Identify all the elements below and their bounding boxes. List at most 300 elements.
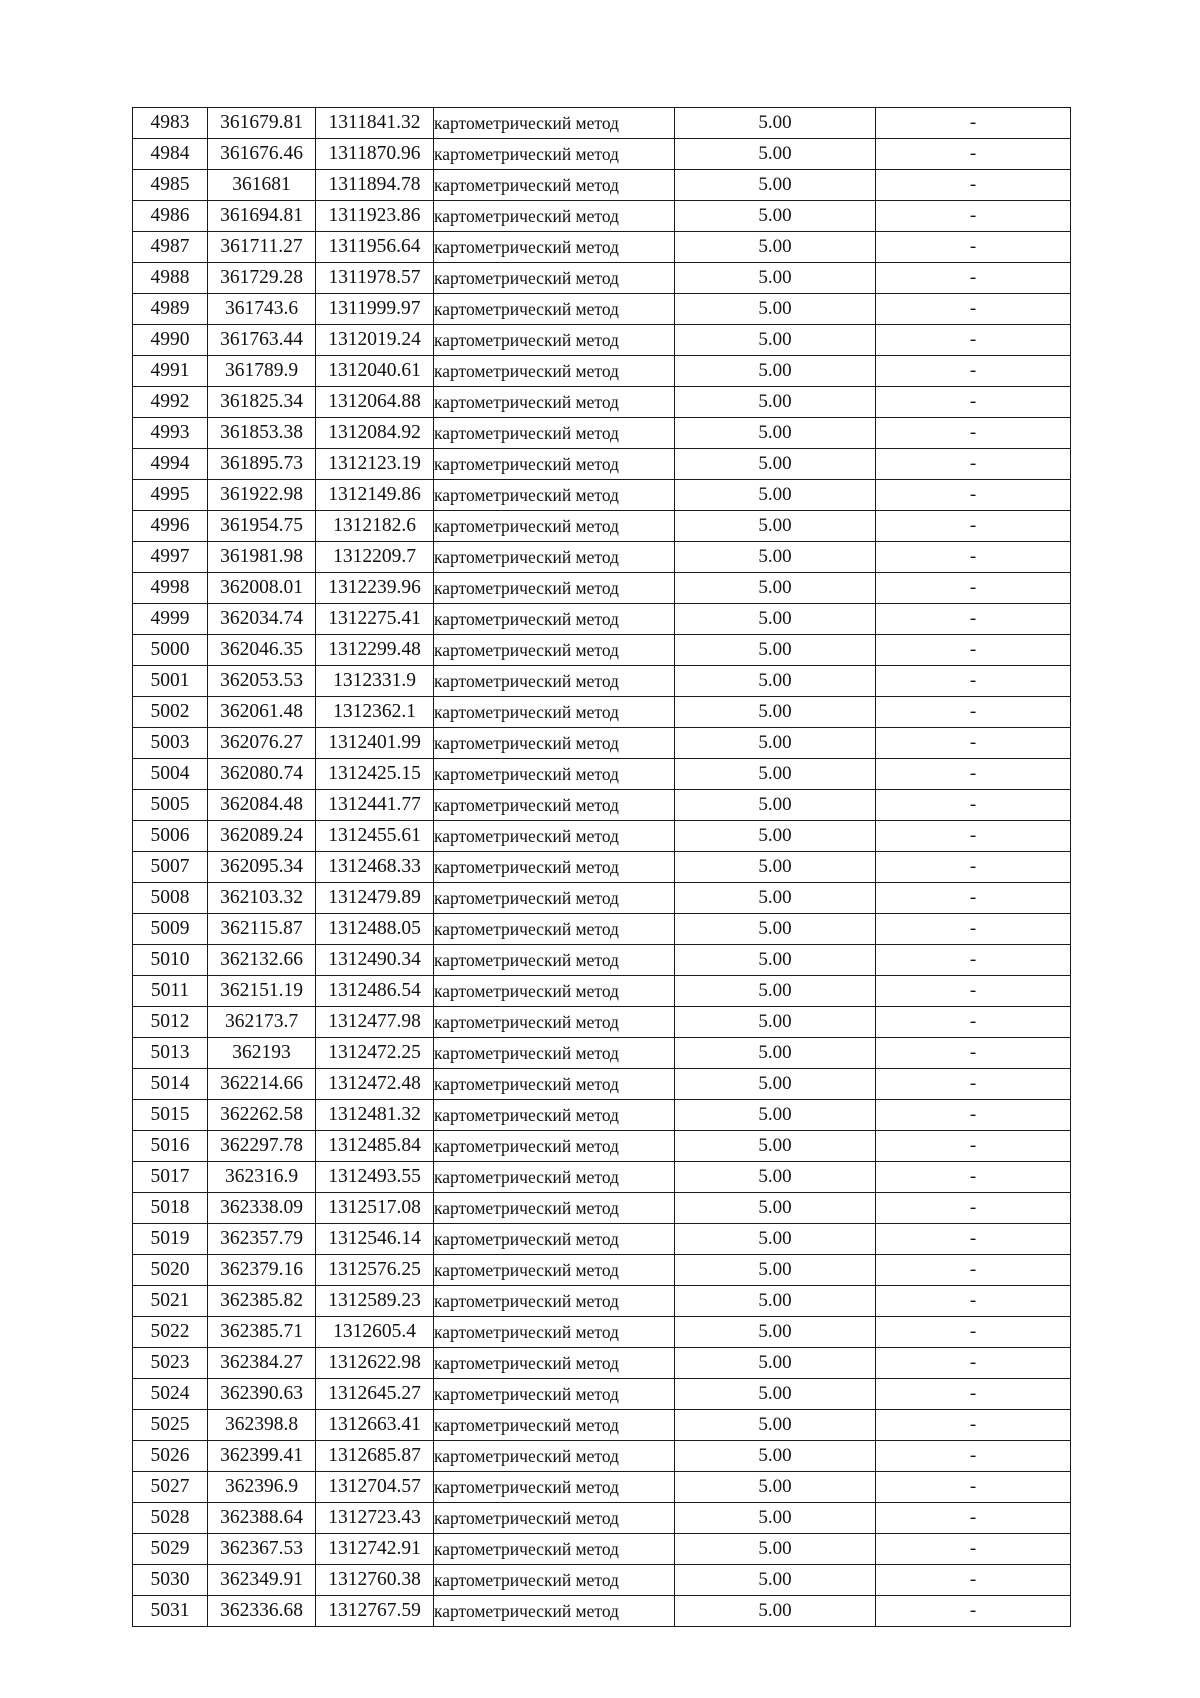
coordinate-y-cell: 1312479.89 [316, 883, 434, 914]
point-number-cell: 4996 [133, 511, 208, 542]
method-cell: картометрический метод [434, 914, 675, 945]
point-number-cell: 5010 [133, 945, 208, 976]
point-number-cell: 4992 [133, 387, 208, 418]
description-cell: - [876, 449, 1071, 480]
table-row [133, 821, 1071, 852]
accuracy-cell: 5.00 [675, 1410, 876, 1441]
point-number-cell: 5030 [133, 1565, 208, 1596]
table-row [133, 1038, 1071, 1069]
coordinate-x-cell: 362076.27 [208, 728, 316, 759]
method-cell: картометрический метод [434, 418, 675, 449]
description-cell: - [876, 821, 1071, 852]
accuracy-cell: 5.00 [675, 511, 876, 542]
method-cell: картометрический метод [434, 976, 675, 1007]
point-number-cell: 5015 [133, 1100, 208, 1131]
coordinate-x-cell: 361681 [208, 170, 316, 201]
coordinate-y-cell: 1312663.41 [316, 1410, 434, 1441]
coordinate-x-cell: 362398.8 [208, 1410, 316, 1441]
description-cell: - [876, 1038, 1071, 1069]
coordinate-x-cell: 361676.46 [208, 139, 316, 170]
coordinate-y-cell: 1312486.54 [316, 976, 434, 1007]
point-number-cell: 4984 [133, 139, 208, 170]
description-cell: - [876, 1286, 1071, 1317]
coordinate-x-cell: 362132.66 [208, 945, 316, 976]
description-cell: - [876, 542, 1071, 573]
accuracy-cell: 5.00 [675, 852, 876, 883]
method-cell: картометрический метод [434, 1379, 675, 1410]
description-cell: - [876, 976, 1071, 1007]
table-row [133, 1100, 1071, 1131]
coordinate-y-cell: 1312209.7 [316, 542, 434, 573]
description-cell: - [876, 573, 1071, 604]
method-cell: картометрический метод [434, 294, 675, 325]
coordinate-x-cell: 361711.27 [208, 232, 316, 263]
coordinate-y-cell: 1312040.61 [316, 356, 434, 387]
point-number-cell: 5025 [133, 1410, 208, 1441]
coordinate-y-cell: 1312493.55 [316, 1162, 434, 1193]
accuracy-cell: 5.00 [675, 1131, 876, 1162]
description-cell: - [876, 1565, 1071, 1596]
point-number-cell: 5007 [133, 852, 208, 883]
accuracy-cell: 5.00 [675, 449, 876, 480]
description-cell: - [876, 1503, 1071, 1534]
coordinate-x-cell: 362338.09 [208, 1193, 316, 1224]
coordinate-y-cell: 1312468.33 [316, 852, 434, 883]
coordinate-x-cell: 362193 [208, 1038, 316, 1069]
coordinate-x-cell: 362173.7 [208, 1007, 316, 1038]
coordinate-x-cell: 361679.81 [208, 108, 316, 139]
accuracy-cell: 5.00 [675, 821, 876, 852]
table-row [133, 263, 1071, 294]
coordinate-y-cell: 1312767.59 [316, 1596, 434, 1627]
method-cell: картометрический метод [434, 697, 675, 728]
accuracy-cell: 5.00 [675, 108, 876, 139]
coordinate-y-cell: 1311841.32 [316, 108, 434, 139]
method-cell: картометрический метод [434, 883, 675, 914]
description-cell: - [876, 1472, 1071, 1503]
coordinate-x-cell: 362385.82 [208, 1286, 316, 1317]
coordinate-x-cell: 361895.73 [208, 449, 316, 480]
coordinate-x-cell: 362390.63 [208, 1379, 316, 1410]
accuracy-cell: 5.00 [675, 1069, 876, 1100]
table-row [133, 139, 1071, 170]
description-cell: - [876, 1596, 1071, 1627]
table-row [133, 1379, 1071, 1410]
accuracy-cell: 5.00 [675, 1162, 876, 1193]
coordinate-x-cell: 361763.44 [208, 325, 316, 356]
coordinate-x-cell: 362262.58 [208, 1100, 316, 1131]
coordinate-x-cell: 362046.35 [208, 635, 316, 666]
method-cell: картометрический метод [434, 945, 675, 976]
description-cell: - [876, 1007, 1071, 1038]
accuracy-cell: 5.00 [675, 232, 876, 263]
accuracy-cell: 5.00 [675, 418, 876, 449]
coordinate-y-cell: 1311956.64 [316, 232, 434, 263]
method-cell: картометрический метод [434, 1441, 675, 1472]
accuracy-cell: 5.00 [675, 1596, 876, 1627]
point-number-cell: 4997 [133, 542, 208, 573]
point-number-cell: 5017 [133, 1162, 208, 1193]
table-row [133, 635, 1071, 666]
table-row [133, 1131, 1071, 1162]
description-cell: - [876, 1255, 1071, 1286]
coordinate-y-cell: 1312123.19 [316, 449, 434, 480]
accuracy-cell: 5.00 [675, 759, 876, 790]
coordinate-y-cell: 1312485.84 [316, 1131, 434, 1162]
method-cell: картометрический метод [434, 1472, 675, 1503]
table-row [133, 883, 1071, 914]
coordinate-x-cell: 362103.32 [208, 883, 316, 914]
accuracy-cell: 5.00 [675, 697, 876, 728]
point-number-cell: 5004 [133, 759, 208, 790]
coordinate-x-cell: 362053.53 [208, 666, 316, 697]
coordinate-x-cell: 362357.79 [208, 1224, 316, 1255]
table-row [133, 604, 1071, 635]
description-cell: - [876, 1131, 1071, 1162]
accuracy-cell: 5.00 [675, 1224, 876, 1255]
method-cell: картометрический метод [434, 480, 675, 511]
point-number-cell: 4988 [133, 263, 208, 294]
table-row [133, 418, 1071, 449]
accuracy-cell: 5.00 [675, 976, 876, 1007]
description-cell: - [876, 511, 1071, 542]
point-number-cell: 5012 [133, 1007, 208, 1038]
method-cell: картометрический метод [434, 201, 675, 232]
table-row [133, 232, 1071, 263]
accuracy-cell: 5.00 [675, 1193, 876, 1224]
table-row [133, 728, 1071, 759]
table-row [133, 542, 1071, 573]
coordinate-y-cell: 1312455.61 [316, 821, 434, 852]
description-cell: - [876, 294, 1071, 325]
table-row [133, 201, 1071, 232]
accuracy-cell: 5.00 [675, 387, 876, 418]
point-number-cell: 5031 [133, 1596, 208, 1627]
point-number-cell: 5013 [133, 1038, 208, 1069]
coordinate-x-cell: 362316.9 [208, 1162, 316, 1193]
accuracy-cell: 5.00 [675, 325, 876, 356]
table-row [133, 1162, 1071, 1193]
coordinate-y-cell: 1311894.78 [316, 170, 434, 201]
method-cell: картометрический метод [434, 1317, 675, 1348]
coordinate-y-cell: 1311870.96 [316, 139, 434, 170]
coordinate-x-cell: 362214.66 [208, 1069, 316, 1100]
point-number-cell: 5019 [133, 1224, 208, 1255]
description-cell: - [876, 418, 1071, 449]
coordinate-x-cell: 362095.34 [208, 852, 316, 883]
description-cell: - [876, 759, 1071, 790]
method-cell: картометрический метод [434, 511, 675, 542]
method-cell: картометрический метод [434, 666, 675, 697]
description-cell: - [876, 387, 1071, 418]
method-cell: картометрический метод [434, 170, 675, 201]
coordinate-y-cell: 1312477.98 [316, 1007, 434, 1038]
description-cell: - [876, 139, 1071, 170]
coordinate-y-cell: 1312704.57 [316, 1472, 434, 1503]
description-cell: - [876, 666, 1071, 697]
coordinate-y-cell: 1312425.15 [316, 759, 434, 790]
accuracy-cell: 5.00 [675, 790, 876, 821]
point-number-cell: 4999 [133, 604, 208, 635]
coordinate-y-cell: 1311923.86 [316, 201, 434, 232]
method-cell: картометрический метод [434, 1162, 675, 1193]
accuracy-cell: 5.00 [675, 1503, 876, 1534]
description-cell: - [876, 1348, 1071, 1379]
method-cell: картометрический метод [434, 108, 675, 139]
method-cell: картометрический метод [434, 1038, 675, 1069]
coordinate-y-cell: 1312605.4 [316, 1317, 434, 1348]
coordinate-x-cell: 362008.01 [208, 573, 316, 604]
method-cell: картометрический метод [434, 1224, 675, 1255]
table-row [133, 1348, 1071, 1379]
table-row [133, 1193, 1071, 1224]
method-cell: картометрический метод [434, 604, 675, 635]
point-number-cell: 5023 [133, 1348, 208, 1379]
accuracy-cell: 5.00 [675, 1441, 876, 1472]
coordinate-y-cell: 1312362.1 [316, 697, 434, 728]
coordinate-x-cell: 362080.74 [208, 759, 316, 790]
table-row [133, 480, 1071, 511]
point-number-cell: 5022 [133, 1317, 208, 1348]
description-cell: - [876, 790, 1071, 821]
point-number-cell: 4993 [133, 418, 208, 449]
accuracy-cell: 5.00 [675, 1007, 876, 1038]
method-cell: картометрический метод [434, 821, 675, 852]
coordinate-y-cell: 1312760.38 [316, 1565, 434, 1596]
coordinate-y-cell: 1312517.08 [316, 1193, 434, 1224]
table-row [133, 325, 1071, 356]
coordinate-y-cell: 1312472.25 [316, 1038, 434, 1069]
accuracy-cell: 5.00 [675, 883, 876, 914]
table-row [133, 790, 1071, 821]
coordinate-x-cell: 361789.9 [208, 356, 316, 387]
coordinate-x-cell: 362399.41 [208, 1441, 316, 1472]
coordinate-x-cell: 361922.98 [208, 480, 316, 511]
coordinate-y-cell: 1312299.48 [316, 635, 434, 666]
table-row [133, 697, 1071, 728]
point-number-cell: 5026 [133, 1441, 208, 1472]
coordinate-x-cell: 362151.19 [208, 976, 316, 1007]
coordinate-y-cell: 1312275.41 [316, 604, 434, 635]
coordinate-y-cell: 1312239.96 [316, 573, 434, 604]
accuracy-cell: 5.00 [675, 1038, 876, 1069]
table-row [133, 108, 1071, 139]
point-number-cell: 4991 [133, 356, 208, 387]
table-row [133, 356, 1071, 387]
coordinate-y-cell: 1312622.98 [316, 1348, 434, 1379]
description-cell: - [876, 232, 1071, 263]
coordinate-y-cell: 1312441.77 [316, 790, 434, 821]
coordinate-x-cell: 362388.64 [208, 1503, 316, 1534]
accuracy-cell: 5.00 [675, 1472, 876, 1503]
table-row [133, 759, 1071, 790]
table-row [133, 1503, 1071, 1534]
method-cell: картометрический метод [434, 542, 675, 573]
table-row [133, 387, 1071, 418]
method-cell: картометрический метод [434, 1534, 675, 1565]
description-cell: - [876, 1069, 1071, 1100]
coordinate-y-cell: 1312742.91 [316, 1534, 434, 1565]
coordinate-y-cell: 1312182.6 [316, 511, 434, 542]
point-number-cell: 5009 [133, 914, 208, 945]
accuracy-cell: 5.00 [675, 604, 876, 635]
coordinate-x-cell: 361853.38 [208, 418, 316, 449]
table-row [133, 1565, 1071, 1596]
point-number-cell: 4985 [133, 170, 208, 201]
coordinate-y-cell: 1312576.25 [316, 1255, 434, 1286]
point-number-cell: 5006 [133, 821, 208, 852]
accuracy-cell: 5.00 [675, 573, 876, 604]
table-row [133, 294, 1071, 325]
accuracy-cell: 5.00 [675, 139, 876, 170]
table-row [133, 1286, 1071, 1317]
method-cell: картометрический метод [434, 356, 675, 387]
point-number-cell: 5005 [133, 790, 208, 821]
coordinate-x-cell: 362384.27 [208, 1348, 316, 1379]
coordinate-y-cell: 1312546.14 [316, 1224, 434, 1255]
point-number-cell: 5029 [133, 1534, 208, 1565]
coordinate-x-cell: 362385.71 [208, 1317, 316, 1348]
description-cell: - [876, 356, 1071, 387]
table-row [133, 945, 1071, 976]
description-cell: - [876, 914, 1071, 945]
accuracy-cell: 5.00 [675, 914, 876, 945]
coordinate-y-cell: 1312149.86 [316, 480, 434, 511]
point-number-cell: 5002 [133, 697, 208, 728]
table-row [133, 170, 1071, 201]
coordinate-x-cell: 361981.98 [208, 542, 316, 573]
description-cell: - [876, 325, 1071, 356]
method-cell: картометрический метод [434, 1007, 675, 1038]
table-row [133, 914, 1071, 945]
description-cell: - [876, 480, 1071, 511]
coordinate-y-cell: 1312472.48 [316, 1069, 434, 1100]
description-cell: - [876, 201, 1071, 232]
coordinate-y-cell: 1311978.57 [316, 263, 434, 294]
accuracy-cell: 5.00 [675, 294, 876, 325]
point-number-cell: 5001 [133, 666, 208, 697]
point-number-cell: 5016 [133, 1131, 208, 1162]
description-cell: - [876, 1100, 1071, 1131]
coordinate-y-cell: 1312488.05 [316, 914, 434, 945]
point-number-cell: 4990 [133, 325, 208, 356]
method-cell: картометрический метод [434, 790, 675, 821]
description-cell: - [876, 852, 1071, 883]
point-number-cell: 4998 [133, 573, 208, 604]
description-cell: - [876, 1224, 1071, 1255]
coordinate-y-cell: 1312481.32 [316, 1100, 434, 1131]
accuracy-cell: 5.00 [675, 635, 876, 666]
coordinate-x-cell: 362379.16 [208, 1255, 316, 1286]
table-row [133, 511, 1071, 542]
coordinate-y-cell: 1312401.99 [316, 728, 434, 759]
coordinate-y-cell: 1311999.97 [316, 294, 434, 325]
method-cell: картометрический метод [434, 1131, 675, 1162]
point-number-cell: 5011 [133, 976, 208, 1007]
point-number-cell: 4994 [133, 449, 208, 480]
method-cell: картометрический метод [434, 325, 675, 356]
description-cell: - [876, 728, 1071, 759]
description-cell: - [876, 1534, 1071, 1565]
point-number-cell: 4983 [133, 108, 208, 139]
point-number-cell: 5008 [133, 883, 208, 914]
table-row [133, 1007, 1071, 1038]
method-cell: картометрический метод [434, 728, 675, 759]
coordinate-x-cell: 361694.81 [208, 201, 316, 232]
coordinate-x-cell: 362089.24 [208, 821, 316, 852]
method-cell: картометрический метод [434, 852, 675, 883]
description-cell: - [876, 604, 1071, 635]
accuracy-cell: 5.00 [675, 1565, 876, 1596]
coordinate-y-cell: 1312723.43 [316, 1503, 434, 1534]
coordinate-x-cell: 361743.6 [208, 294, 316, 325]
method-cell: картометрический метод [434, 449, 675, 480]
accuracy-cell: 5.00 [675, 201, 876, 232]
description-cell: - [876, 1379, 1071, 1410]
table-row [133, 852, 1071, 883]
point-number-cell: 5028 [133, 1503, 208, 1534]
method-cell: картометрический метод [434, 1503, 675, 1534]
method-cell: картометрический метод [434, 263, 675, 294]
accuracy-cell: 5.00 [675, 728, 876, 759]
accuracy-cell: 5.00 [675, 1379, 876, 1410]
description-cell: - [876, 1410, 1071, 1441]
method-cell: картометрический метод [434, 1255, 675, 1286]
accuracy-cell: 5.00 [675, 263, 876, 294]
table-row [133, 1596, 1071, 1627]
description-cell: - [876, 883, 1071, 914]
coordinates-table-body [133, 108, 1071, 1627]
table-row [133, 1317, 1071, 1348]
table-row [133, 1410, 1071, 1441]
coordinate-y-cell: 1312064.88 [316, 387, 434, 418]
coordinate-x-cell: 361954.75 [208, 511, 316, 542]
accuracy-cell: 5.00 [675, 542, 876, 573]
coordinate-y-cell: 1312331.9 [316, 666, 434, 697]
point-number-cell: 5027 [133, 1472, 208, 1503]
coordinate-y-cell: 1312019.24 [316, 325, 434, 356]
point-number-cell: 5003 [133, 728, 208, 759]
table-row [133, 1069, 1071, 1100]
description-cell: - [876, 697, 1071, 728]
method-cell: картометрический метод [434, 139, 675, 170]
table-row [133, 1472, 1071, 1503]
table-row [133, 666, 1071, 697]
method-cell: картометрический метод [434, 1286, 675, 1317]
coordinate-x-cell: 362367.53 [208, 1534, 316, 1565]
coordinate-y-cell: 1312084.92 [316, 418, 434, 449]
point-number-cell: 4989 [133, 294, 208, 325]
table-row [133, 449, 1071, 480]
point-number-cell: 5021 [133, 1286, 208, 1317]
method-cell: картометрический метод [434, 1193, 675, 1224]
coordinate-x-cell: 361729.28 [208, 263, 316, 294]
description-cell: - [876, 170, 1071, 201]
accuracy-cell: 5.00 [675, 1348, 876, 1379]
point-number-cell: 5000 [133, 635, 208, 666]
accuracy-cell: 5.00 [675, 1100, 876, 1131]
method-cell: картометрический метод [434, 1410, 675, 1441]
method-cell: картометрический метод [434, 387, 675, 418]
accuracy-cell: 5.00 [675, 1286, 876, 1317]
coordinate-x-cell: 362115.87 [208, 914, 316, 945]
method-cell: картометрический метод [434, 1100, 675, 1131]
coordinates-table [132, 107, 1071, 1627]
point-number-cell: 5018 [133, 1193, 208, 1224]
description-cell: - [876, 1193, 1071, 1224]
coordinate-y-cell: 1312685.87 [316, 1441, 434, 1472]
method-cell: картометрический метод [434, 1596, 675, 1627]
